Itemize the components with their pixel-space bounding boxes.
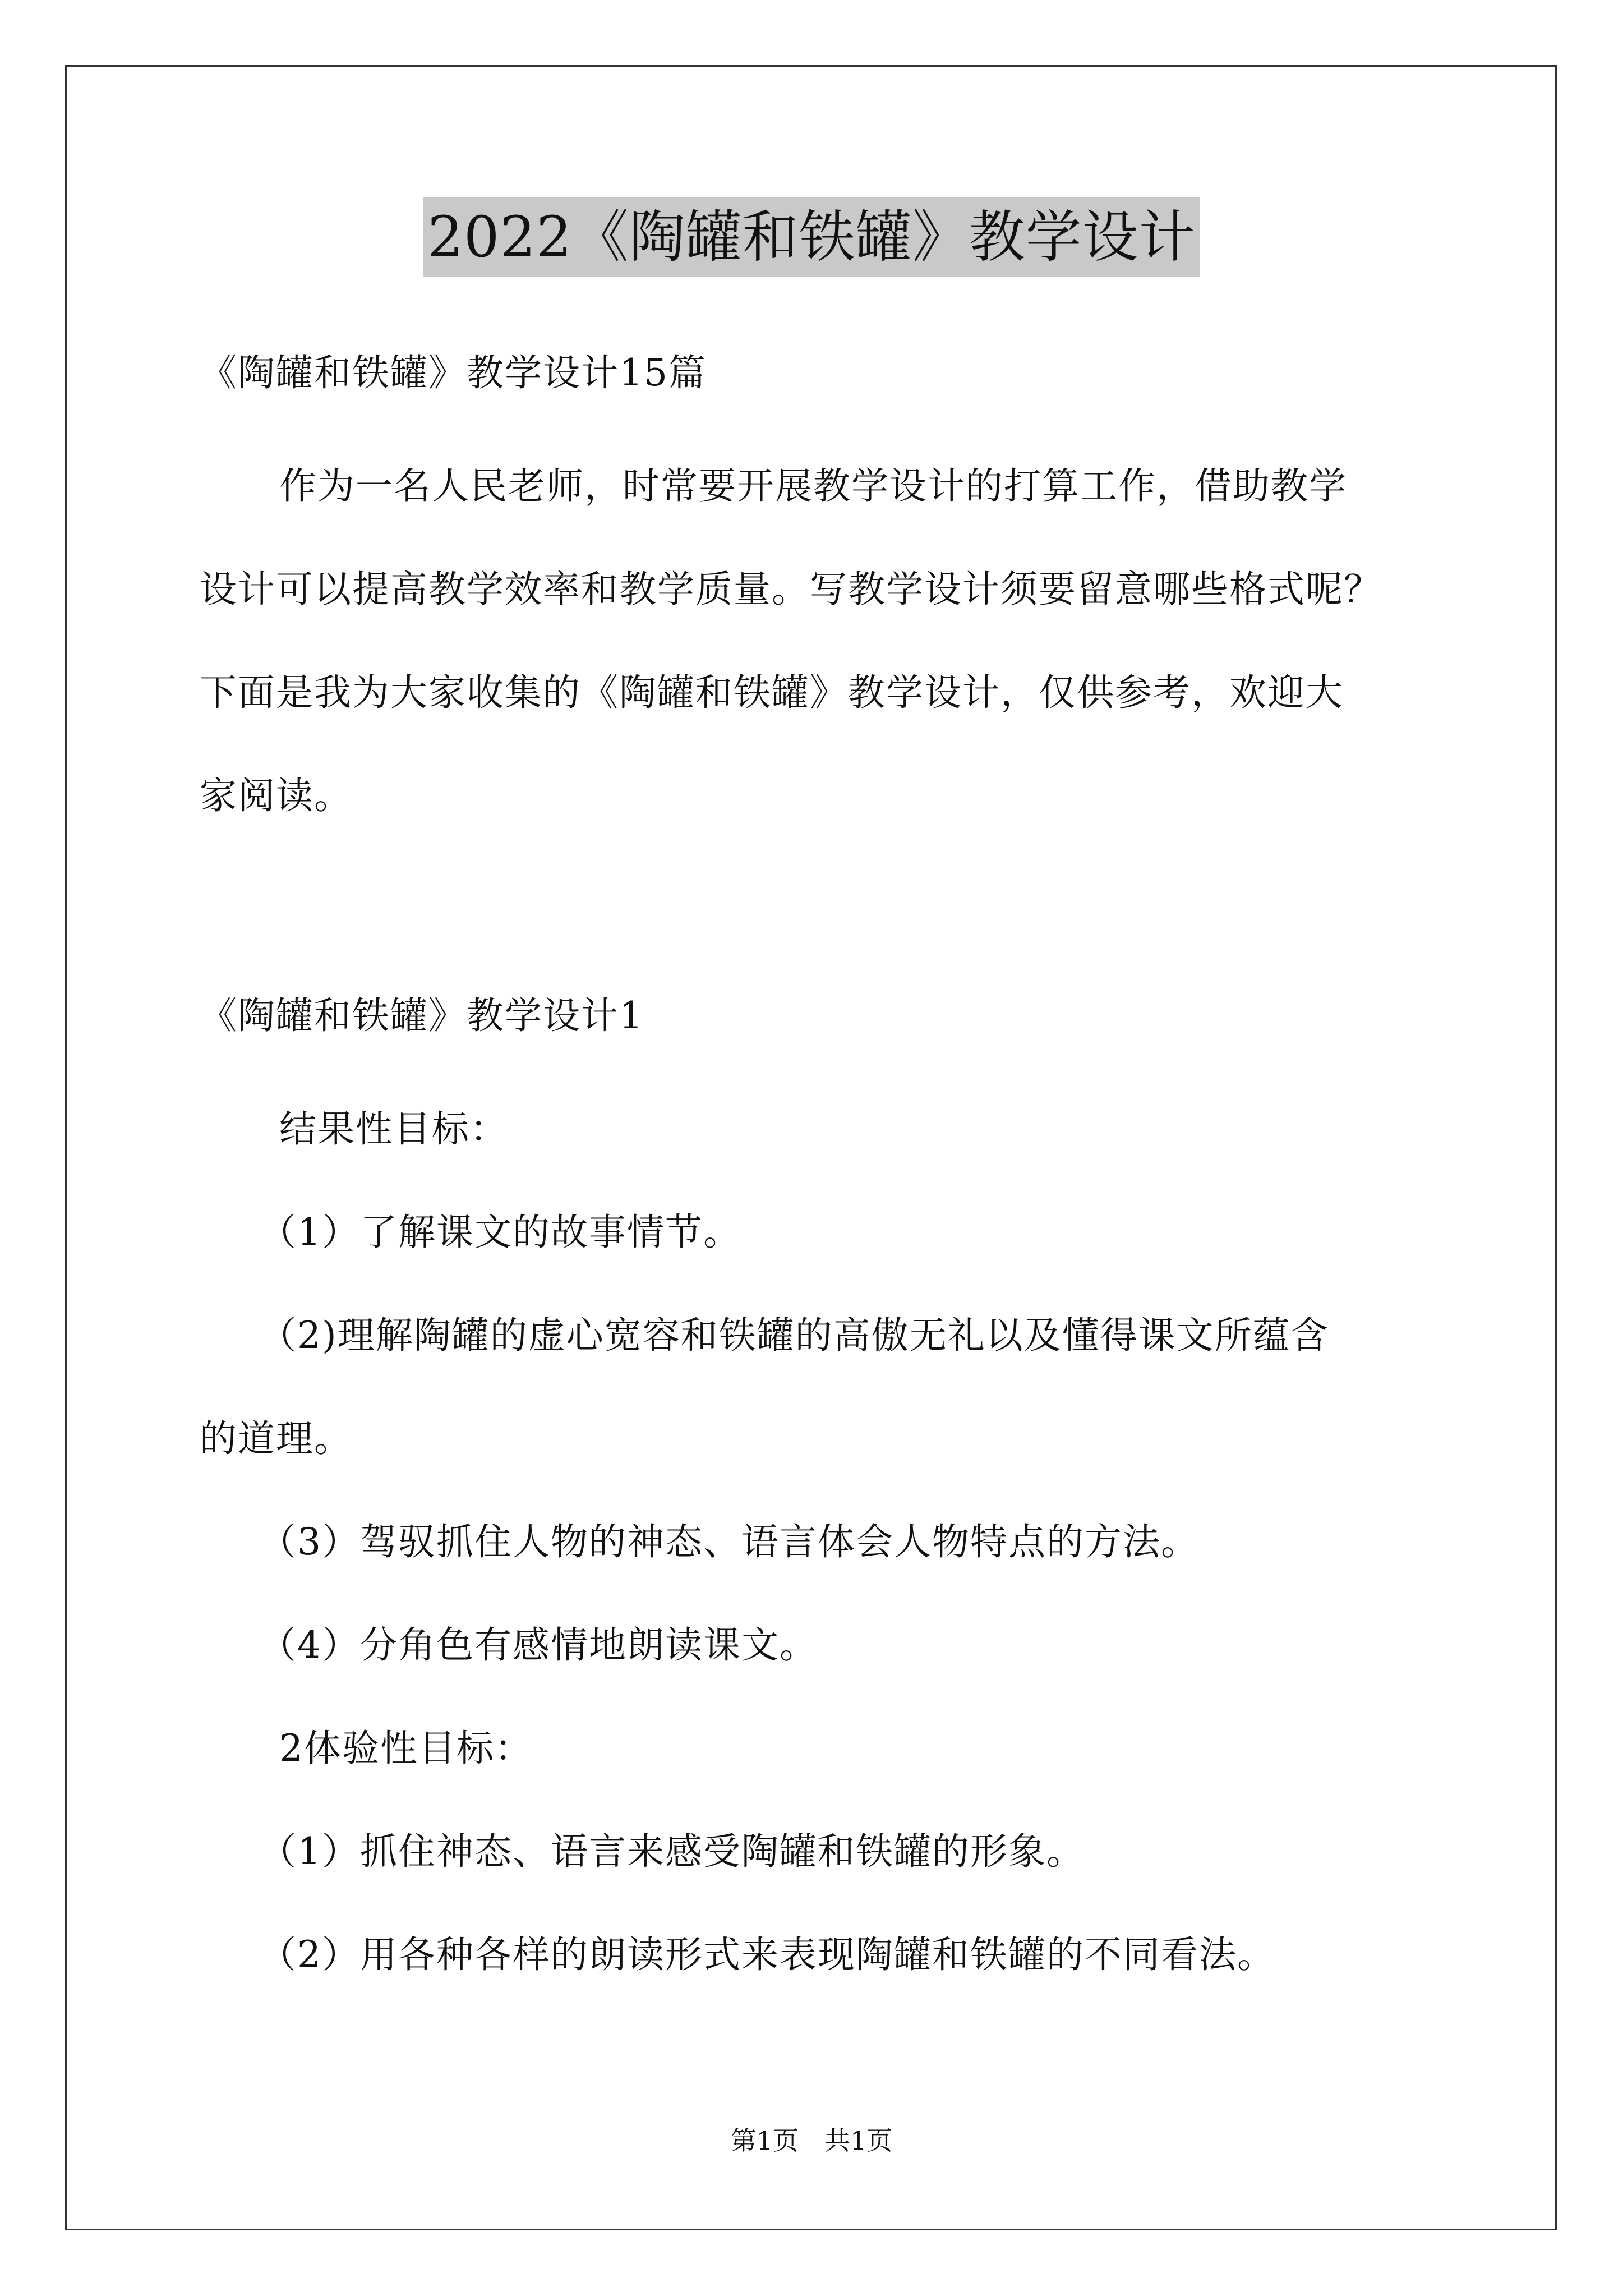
title-container (0, 197, 1623, 277)
paragraph-line: 设计可以提高教学效率和教学质量。写教学设计须要留意哪些格式呢？ (200, 568, 1382, 611)
subtitle-line: 《陶罐和铁罐》教学设计15篇 (200, 351, 707, 394)
paragraph-line: （4）分角色有感情地朗读课文。 (259, 1623, 818, 1667)
page-footer: 第1页 共1页 (730, 2125, 893, 2156)
paragraph-line: （1）了解课文的故事情节。 (259, 1211, 741, 1254)
paragraph-line: （3）驾驭抓住人物的神态、语言体会人物特点的方法。 (259, 1520, 1199, 1563)
section-heading: 《陶罐和铁罐》教学设计1 (200, 994, 644, 1037)
document-title: 2022《陶罐和铁罐》教学设计 (423, 197, 1200, 277)
paragraph-line: 结果性目标： (279, 1107, 508, 1151)
paragraph-line: （1）抓住神态、语言来感受陶罐和铁罐的形象。 (259, 1830, 1085, 1873)
paragraph-line: 的道理。 (200, 1417, 352, 1460)
paragraph-line: （2）用各种各样的朗读形式来表现陶罐和铁罐的不同看法。 (259, 1933, 1275, 1976)
paragraph-line: （2)理解陶罐的虚心宽容和铁罐的高傲无礼以及懂得课文所蕴含 (259, 1314, 1329, 1357)
paragraph-line: 2体验性目标： (279, 1727, 533, 1770)
paragraph-line: 家阅读。 (200, 774, 352, 817)
paragraph-line: 下面是我为大家收集的《陶罐和铁罐》教学设计，仅供参考，欢迎大 (200, 671, 1344, 714)
paragraph-line: 作为一名人民老师，时常要开展教学设计的打算工作，借助教学 (279, 464, 1347, 508)
